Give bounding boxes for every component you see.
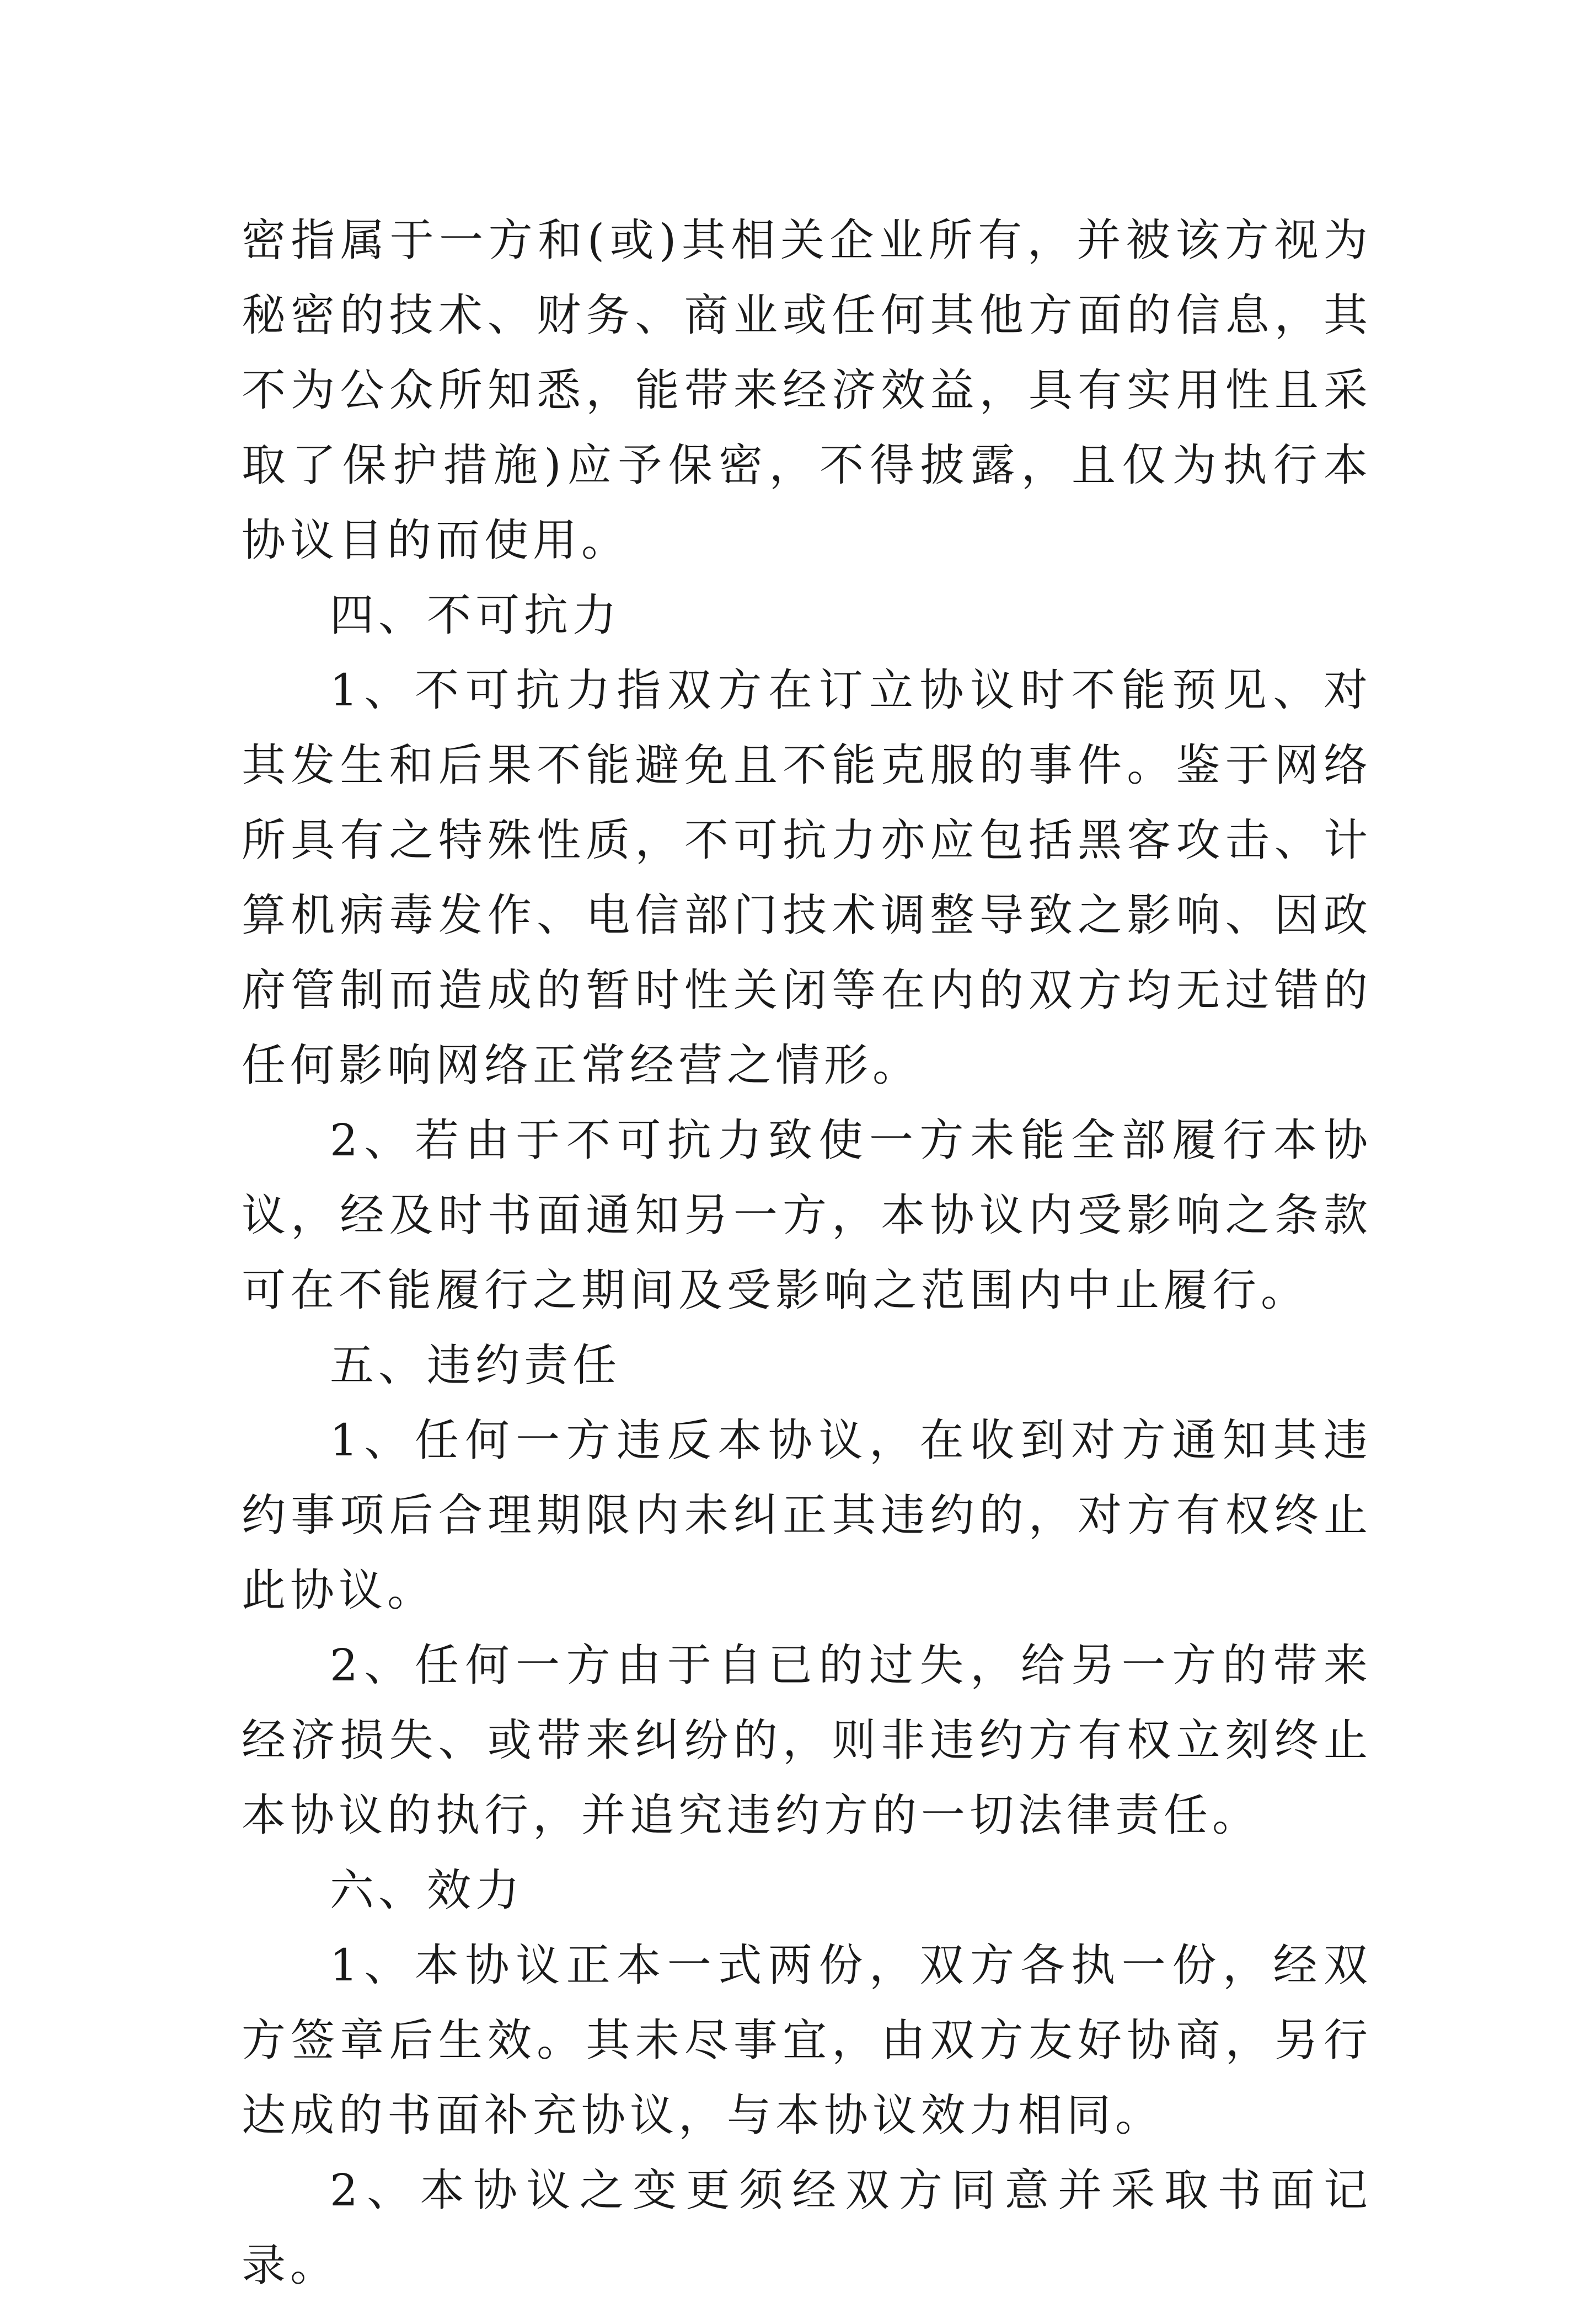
paragraph-breach-1: 1、任何一方违反本协议，在收到对方通知其违约事项后合理期限内未纠正其违约的，对方有权终止此协议。 xyxy=(242,1415,1372,1616)
section-heading-breach-liability: 五、违约责任 xyxy=(330,1340,621,1391)
paragraph-breach-2: 2、任何一方由于自已的过失，给另一方的带来经济损失、或带来纠纷的，则非违约方有权立刻终止本协议的执行，并追究违约方的一切法律责任。 xyxy=(242,1640,1372,1841)
paragraph-force-majeure-2: 2、若由于不可抗力致使一方未能全部履行本协议，经及时书面通知另一方，本协议内受影响之条款可在不能履行之期间及受影响之范围内中止履行。 xyxy=(242,1115,1372,1316)
paragraph-effect-1: 1、本协议正本一式两份，双方各执一份，经双方签章后生效。其未尽事宜，由双方友好协商，另行达成的书面补充协议，与本协议效力相同。 xyxy=(242,1940,1372,2141)
document-body xyxy=(242,203,1372,2303)
section-heading-force-majeure: 四、不可抗力 xyxy=(330,590,621,641)
paragraph-confidentiality-continued: 密指属于一方和(或)其相关企业所有，并被该方视为秘密的技术、财务、商业或任何其他方面的信息，其不为公众所知悉，能带来经济效益，具有实用性且采取了保护措施)应予保密，不得披露，且仅为执行本协议目的而使用。 xyxy=(242,215,1372,566)
paragraph-force-majeure-1: 1、不可抗力指双方在订立协议时不能预见、对其发生和后果不能避免且不能克服的事件。鉴于网络所具有之特殊性质，不可抗力亦应包括黑客攻击、计算机病毒发作、电信部门技术调整导致之影响、因政府管制而造成的暂时性关闭等在内的双方均无过错的任何影响网络正常经营之情形。 xyxy=(242,665,1372,1091)
paragraph-effect-2: 2、本协议之变更须经双方同意并采取书面记录。 xyxy=(242,2165,1372,2291)
section-heading-effect: 六、效力 xyxy=(330,1865,524,1916)
